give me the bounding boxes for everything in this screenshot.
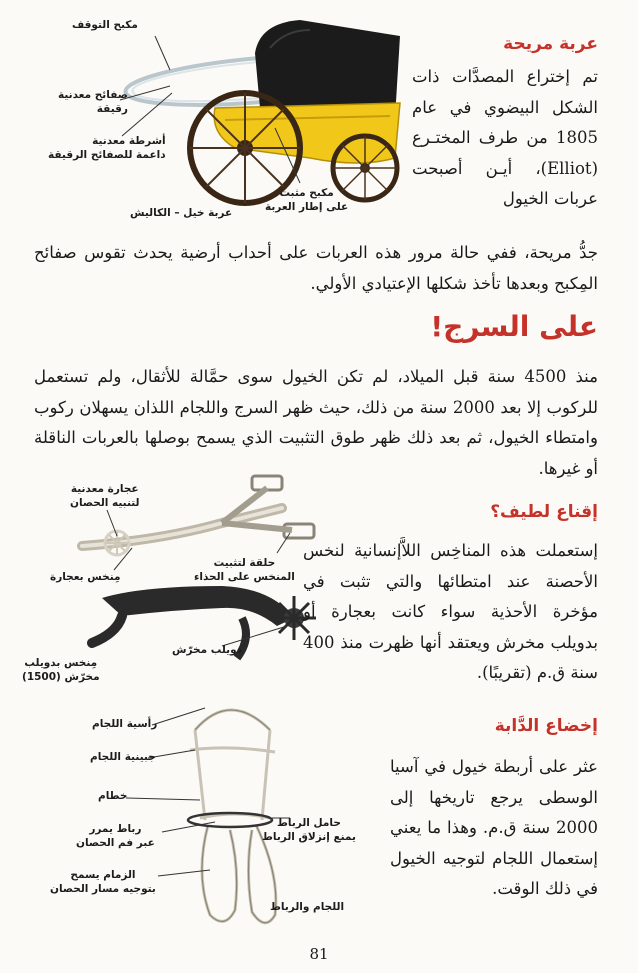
label-support-strips: أشرطة معدنية داعمة للصفائح الرقيقة [48,135,166,161]
carriage-paragraph-full: جدُّ مريحة، ففي حالة مرور هذه العربات على أحداب أرضية يحدث تقوس صفائح المِكبح وبعدها تأخذ شكلها الإعتيادي الأولي. [34,243,598,293]
label-jagged-wheel: دويلب مخرّش [172,644,243,656]
carriage-drawing [60,8,410,243]
label-reins: الزمام يسمح بتوجيه مسار الحصان [50,869,156,895]
label-browband: جبينية اللجام [90,751,156,763]
carriage-paragraph-side: تم إختراع المصدَّات ذات الشكل البيضوي في عام 1805 من طرف المختـرع (Elliot)، أيـن أصبحت عربات الخيول [412,67,598,208]
bridle-paragraph: عثر على أربطة خيول في آسيا الوسطى يرجع تاريخها إلى 2000 سنة ق.م. وهذا ما يعني إستعمال اللجام لتوجيه الخيول في ذلك الوقت. [390,757,598,898]
bridle-illustration [30,690,370,930]
label-wheel-spur: مِنخس بدويلب مخرّش (1500) [22,657,100,683]
label-metal-rowel: عجارة معدنية لتنبيه الحصان [70,483,140,509]
label-stop-brake: مكبح التوقف [72,19,138,31]
label-thin-plates: صفائح معدنية رقيقة [58,89,128,115]
label-fixing-ring: حلقة لتثبيت المنخس على الحذاء [194,557,295,583]
bridle-heading: إخضاع الدَّابة [494,716,598,736]
saddle-paragraph: منذ 4500 سنة قبل الميلاد، لم تكن الخيول سوى حمَّالة للأثقال، ولم تستعمل للركوب إلا بعد 2000 سنة من ذلك، حيث ظهر السرج واللجام اللذان يسهلان ركوب وامتطاء الخيول، ثم بعد ذلك ظهر طوق التثبيت الذي يسمح بوصلها بالعربات الناقلة أو غيرها. [34,367,598,478]
label-spur-rowel: مِنخس بعجارة [50,571,121,583]
carriage-heading: عربة مريحة [503,34,598,54]
label-noseband: خطام [98,790,128,802]
page-number: 81 [309,945,329,963]
spurs-heading: إقناع لطيف؟ [490,502,598,522]
carriage-illustration [48,8,410,243]
spurs-paragraph: إستعملت هذه المناخِس اللاَّإنسانية لنخس الأحصنة عند امتطائها والتي تثبت في مؤخرة الأحذية سواء كانت بعجارة أو بدويلب مخرش ويعتقد أنها ظهرت منذ 400 سنة ق.م (تقريبًا). [303,541,598,682]
label-bridle-caption: اللجام والرباط [270,901,345,913]
label-bit-strap: رباط يمرر عبر فم الحصان [76,823,155,849]
saddle-heading: على السرج! [430,310,598,343]
label-fixed-brake: مكبح مثبت على إطار العربة [265,187,349,213]
spurs-illustration [22,468,322,683]
label-headpiece: رأسية اللجام [92,718,158,730]
label-carriage-name: عربة خيل – الكاليش [130,207,233,219]
label-bit-holder: حامل الرباط يمنع إنزلاق الرباط [262,817,356,843]
